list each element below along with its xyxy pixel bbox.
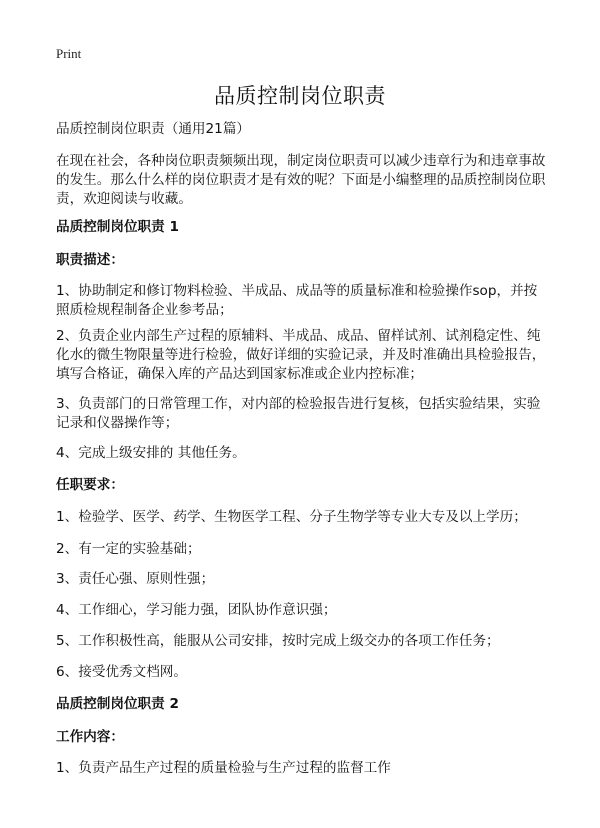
duty-item-2: 2、负责企业内部生产过程的原辅料、半成品、成品、留样试剂、试剂稳定性、纯化水的微生物限量等进行检验，做好详细的实验记录，并及时准确出具检验报告，填写合格证，确保入库的产品达到国家标准或企业内控标准； — [56, 328, 546, 382]
requirement-item-6: 6、接受优秀文档网。 — [56, 664, 187, 680]
duty-item-1: 1、协助制定和修订物料检验、半成品、成品等的质量标准和检验操作sop，并按照质检规程制备企业参考品； — [56, 283, 538, 318]
duty-description-heading: 职责描述： — [56, 252, 124, 268]
requirement-item-2: 2、有一定的实验基础； — [56, 541, 201, 557]
work-item-1: 1、负责产品生产过程的质量检验与生产过程的监督工作 — [56, 760, 391, 776]
duty-item-4: 4、完成上级安排的 其他任务。 — [56, 445, 246, 461]
requirement-item-4: 4、工作细心，学习能力强，团队协作意识强； — [56, 602, 337, 618]
requirements-heading: 任职要求： — [56, 477, 124, 493]
intro-paragraph: 在现在社会，各种岗位职责频频出现，制定岗位职责可以减少违章行为和违章事故的发生。那么什么样的岗位职责才是有效的呢？下面是小编整理的品质控制岗位职责，欢迎阅读与收藏。 — [56, 153, 546, 207]
requirement-item-3: 3、责任心强、原则性强； — [56, 571, 215, 587]
work-content-heading: 工作内容： — [56, 729, 124, 745]
document-subtitle: 品质控制岗位职责（通用21篇） — [56, 121, 251, 137]
page-title: 品质控制岗位职责 — [214, 84, 386, 108]
print-link[interactable]: Print — [56, 46, 82, 61]
requirement-item-1: 1、检验学、医学、药学、生物医学工程、分子生物学等专业大专及以上学历； — [56, 509, 527, 525]
duty-item-3: 3、负责部门的日常管理工作，对内部的检验报告进行复核，包括实验结果，实验记录和仪器操作等； — [56, 396, 541, 431]
requirement-item-5: 5、工作积极性高，能服从公司安排，按时完成上级交办的各项工作任务； — [56, 633, 500, 649]
section-1-heading: 品质控制岗位职责 1 — [56, 219, 179, 235]
section-2-heading: 品质控制岗位职责 2 — [56, 696, 179, 712]
